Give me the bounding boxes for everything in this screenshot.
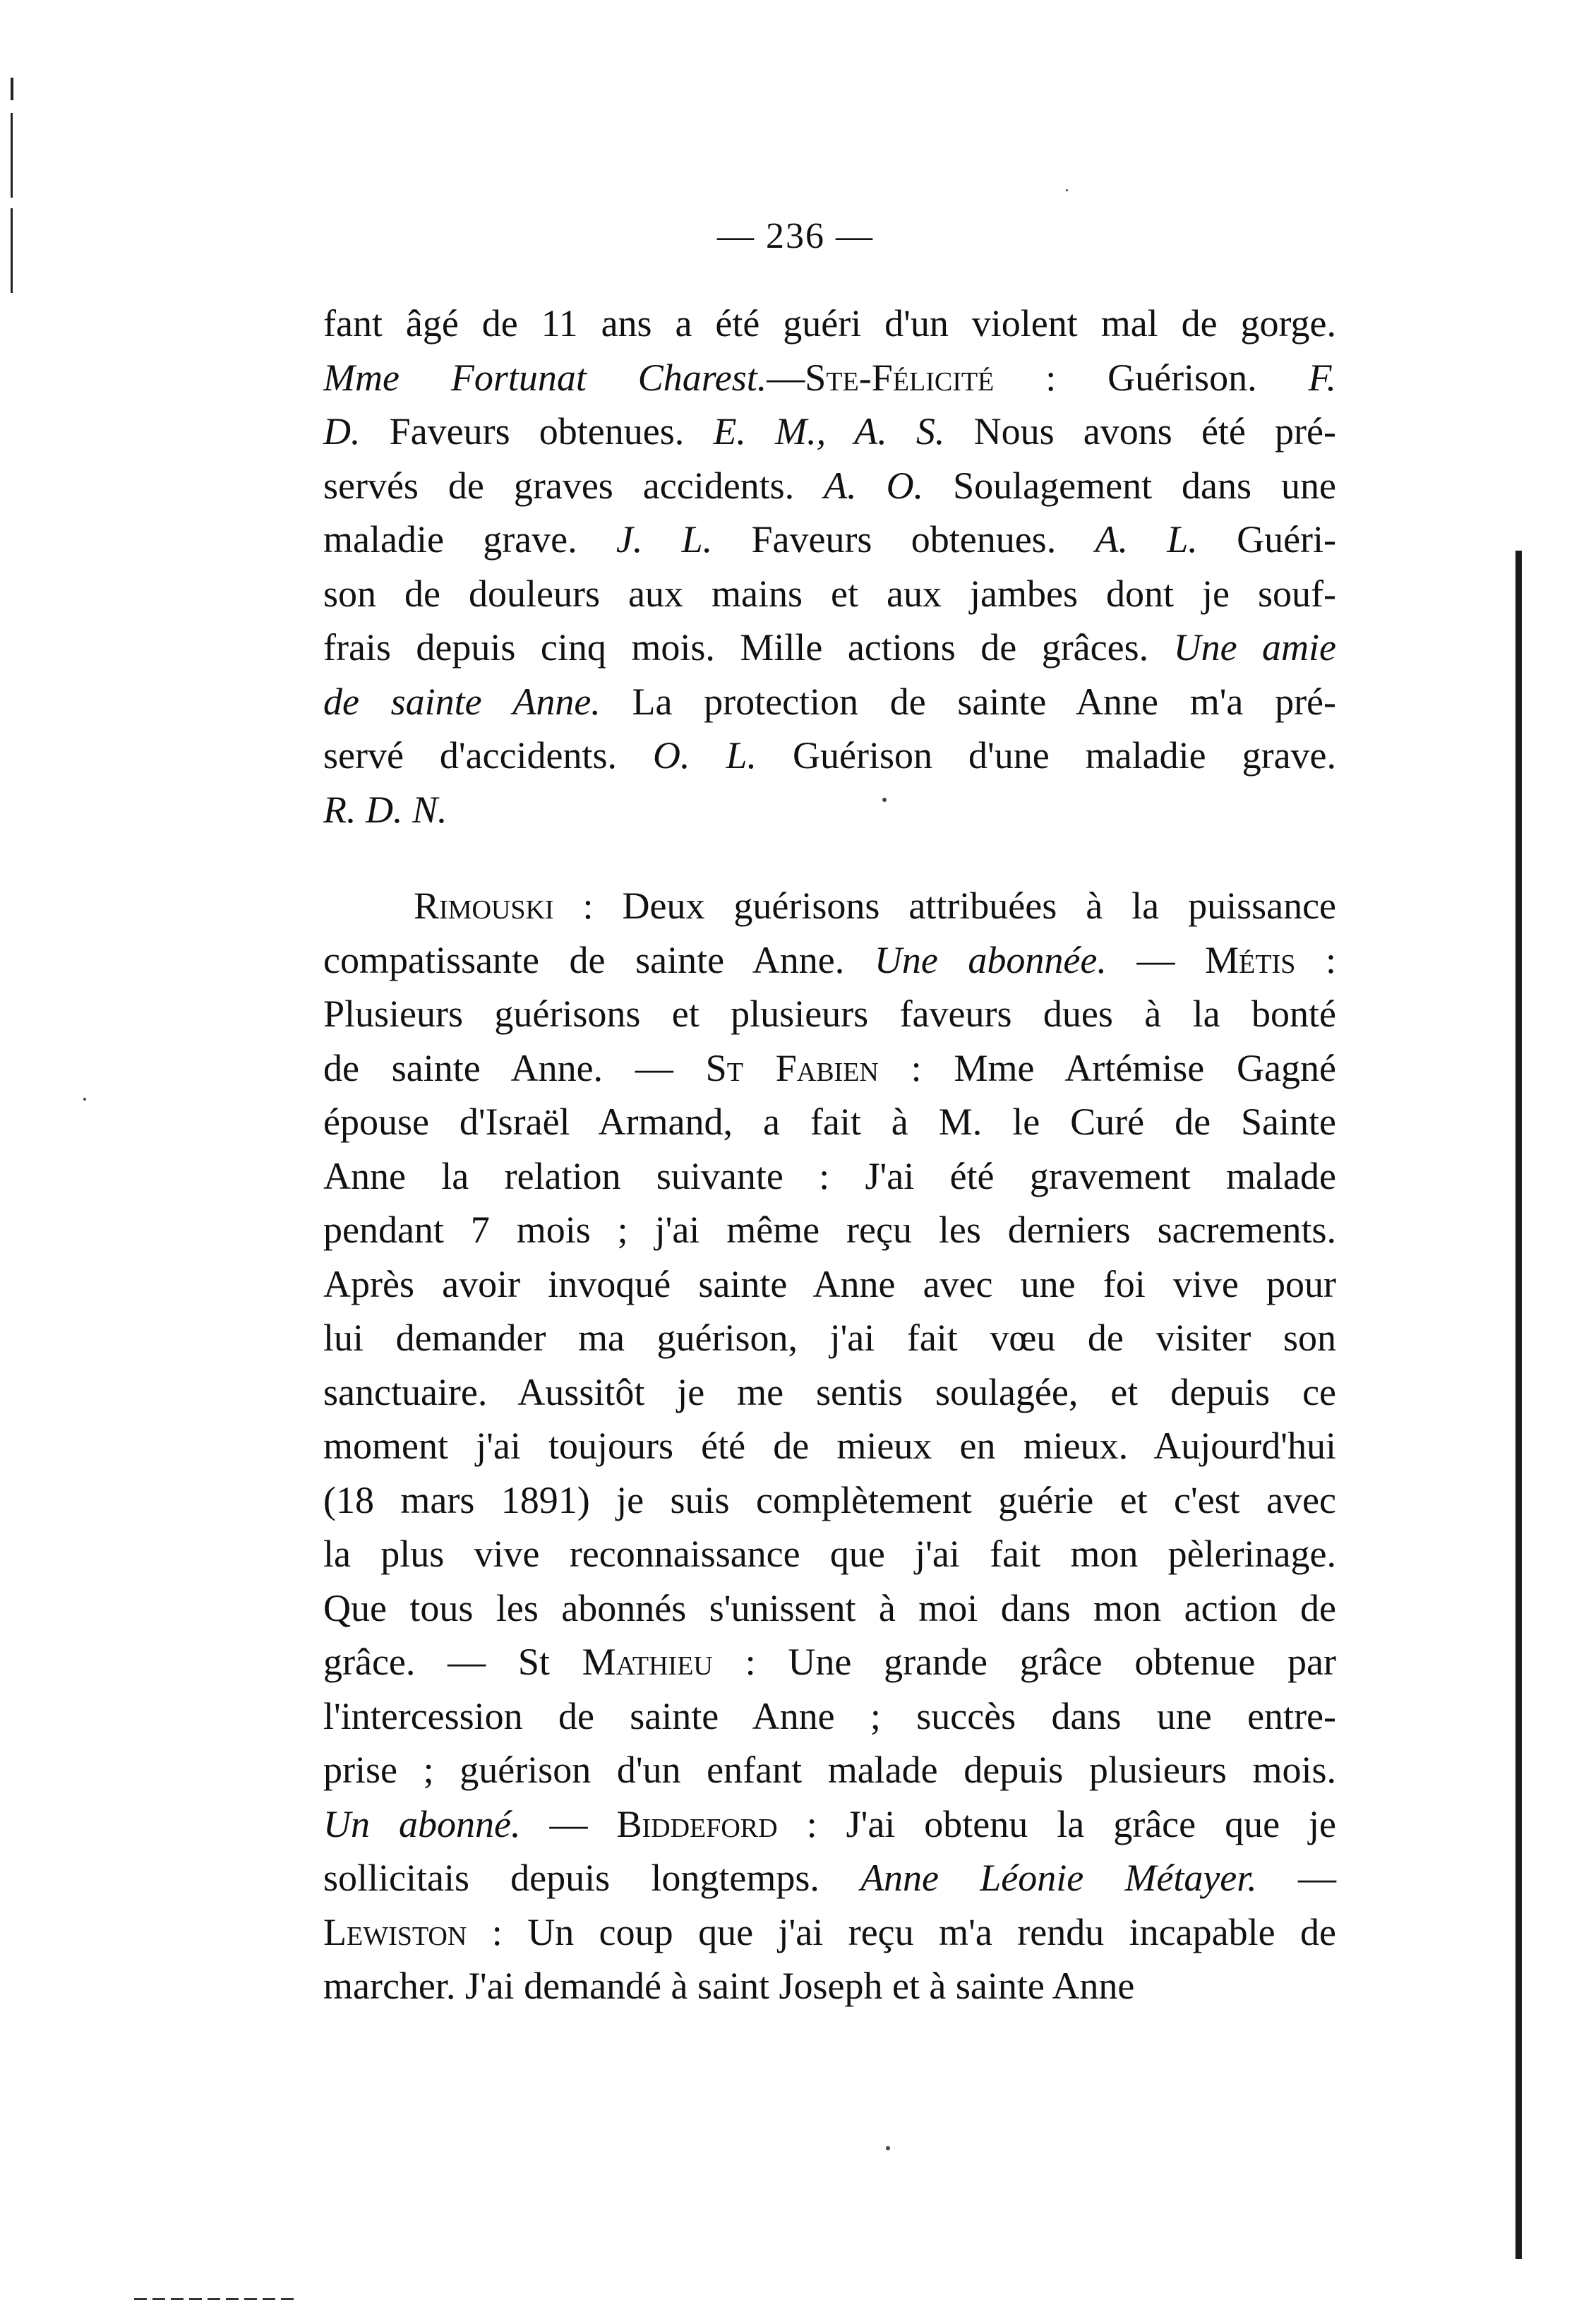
- text-line: [323, 675, 1336, 729]
- text-run: J. L.: [616, 518, 713, 561]
- text-run: fant âgé de 11 ans a été guéri d'un violent mal de gorge.: [323, 302, 1336, 345]
- text-line: [323, 879, 1336, 933]
- scan-edge-line: [1515, 551, 1522, 2259]
- text-run: A. L.: [1095, 518, 1198, 561]
- text-run: La protection de sainte Anne m'a pré-: [600, 680, 1337, 723]
- text-run: prise ; guérison d'un enfant malade depuis plusieurs mois.: [323, 1749, 1336, 1791]
- text-run: sollicitais depuis longtemps.: [323, 1857, 861, 1899]
- text-run: F.: [1308, 356, 1337, 399]
- text-line: [323, 1095, 1336, 1149]
- text-line: [323, 1365, 1336, 1420]
- text-run: compatissante de sainte Anne.: [323, 938, 875, 981]
- text-run: Un abonné.: [323, 1802, 521, 1845]
- text-run: Métis: [1205, 938, 1296, 981]
- text-line: [323, 1041, 1336, 1096]
- text-line: [323, 1743, 1336, 1797]
- speck: [1066, 189, 1068, 191]
- text-run: (18 mars 1891) je suis complètement guérie et c'est avec: [323, 1478, 1336, 1521]
- text-run: Faveurs obtenues.: [360, 410, 714, 453]
- scan-edge-mark: [11, 113, 13, 198]
- text-run: Une amie: [1173, 626, 1336, 669]
- text-run: —: [1256, 1857, 1337, 1899]
- text-run: marcher. J'ai demandé à saint Joseph et à sainte Anne: [323, 1965, 1135, 2007]
- text-run: Biddeford: [616, 1802, 778, 1845]
- text-run: Anne Léonie Métayer.: [860, 1857, 1257, 1899]
- text-run: R. D. N.: [323, 788, 448, 831]
- text-run: —: [767, 356, 805, 399]
- text-run: son de douleurs aux mains et aux jambes dont je souf-: [323, 572, 1336, 615]
- text-run: Plusieurs guérisons et plusieurs faveurs dues à la bonté: [323, 993, 1336, 1035]
- text-line: [323, 1797, 1336, 1852]
- text-run: Mathieu: [582, 1641, 713, 1683]
- page-number: — 236 —: [717, 216, 874, 256]
- text-run: Mme Fortunat Charest.: [323, 356, 767, 399]
- text-run: lui demander ma guérison, j'ai fait vœu de visiter son: [323, 1317, 1336, 1359]
- text-line: [323, 297, 1336, 351]
- text-run: : Un coup que j'ai reçu m'a rendu incapable de: [467, 1910, 1336, 1953]
- text-run: Guéri-: [1197, 518, 1337, 561]
- text-line: [323, 1311, 1336, 1365]
- text-line: [323, 1419, 1336, 1473]
- text-run: : Mme Artémise Gagné: [878, 1046, 1336, 1089]
- text-run: frais depuis cinq mois. Mille actions de grâces.: [323, 626, 1174, 669]
- text-line: [323, 1635, 1336, 1689]
- scan-edge-mark: [11, 78, 13, 100]
- text-run: pendant 7 mois ; j'ai même reçu les derniers sacrements.: [323, 1209, 1336, 1251]
- text-line: [323, 987, 1336, 1041]
- text-run: la plus vive reconnaissance que j'ai fait mon pèlerinage.: [323, 1533, 1336, 1575]
- text-line: [323, 1257, 1336, 1312]
- text-line: [323, 621, 1336, 675]
- text-run: Faveurs obtenues.: [712, 518, 1095, 561]
- text-run: A. O.: [824, 464, 924, 507]
- text-run: : Deux guérisons attribuées à la puissance: [553, 885, 1336, 927]
- text-line: [323, 1203, 1336, 1257]
- paragraph-2: [323, 879, 1336, 2013]
- paragraph-1: [323, 297, 1336, 837]
- text-run: Soulagement dans une: [923, 464, 1336, 507]
- text-line: [323, 351, 1336, 405]
- text-line: [323, 1959, 1336, 2013]
- text-line: [323, 933, 1336, 988]
- text-line: [323, 1905, 1336, 1960]
- text-line: [323, 513, 1336, 567]
- text-run: sanctuaire. Aussitôt je me sentis soulagée, et depuis ce: [323, 1370, 1336, 1413]
- text-run: moment j'ai toujours été de mieux en mieux. Aujourd'hui: [323, 1425, 1336, 1467]
- text-run: Après avoir invoqué sainte Anne avec une foi vive pour: [323, 1262, 1336, 1305]
- text-run: : J'ai obtenu la grâce que je: [777, 1802, 1337, 1845]
- text-line: [323, 1149, 1336, 1204]
- text-run: servés de graves accidents.: [323, 464, 824, 507]
- text-run: —: [1106, 938, 1206, 981]
- text-line: [323, 1527, 1336, 1581]
- text-line: [323, 405, 1336, 459]
- text-run: de sainte Anne.: [323, 680, 601, 723]
- text-line: [323, 1689, 1336, 1744]
- text-run: Ste-Félicité: [805, 356, 995, 399]
- text-line: [323, 1851, 1336, 1905]
- text-run: Une abonnée.: [874, 938, 1107, 981]
- text-run: Anne la relation suivante : J'ai été gravement malade: [323, 1154, 1336, 1197]
- text-run: maladie grave.: [323, 518, 616, 561]
- text-run: grâce. — St: [323, 1641, 582, 1683]
- text-run: St Fabien: [705, 1046, 879, 1089]
- text-run: D.: [323, 410, 361, 453]
- text-run: servé d'accidents.: [323, 734, 654, 777]
- text-run: Rimouski: [414, 885, 554, 927]
- text-run: de sainte Anne. —: [323, 1046, 706, 1089]
- text-run: —: [520, 1802, 617, 1845]
- text-run: :: [1295, 938, 1337, 981]
- text-run: Que tous les abonnés s'unissent à moi dans mon action de: [323, 1586, 1336, 1629]
- text-run: Lewiston: [323, 1910, 467, 1953]
- text-line: [323, 459, 1336, 513]
- text-run: E. M., A. S.: [713, 410, 945, 453]
- scan-bottom-mark: [134, 2298, 296, 2300]
- text-run: O. L.: [653, 734, 757, 777]
- speck: [886, 2146, 890, 2150]
- text-line: [323, 1581, 1336, 1636]
- text-run: épouse d'Israël Armand, a fait à M. le Curé de Sainte: [323, 1101, 1336, 1143]
- text-line: [323, 1473, 1336, 1528]
- text-run: : Guérison.: [994, 356, 1309, 399]
- text-run: Nous avons été pré-: [944, 410, 1336, 453]
- text-run: : Une grande grâce obtenue par: [712, 1641, 1336, 1683]
- text-line: [323, 783, 1336, 837]
- text-line: [323, 567, 1336, 621]
- text-run: Guérison d'une maladie grave.: [757, 734, 1337, 777]
- speck: [83, 1098, 86, 1101]
- text-line: [323, 729, 1336, 783]
- text-run: l'intercession de sainte Anne ; succès dans une entre-: [323, 1694, 1336, 1737]
